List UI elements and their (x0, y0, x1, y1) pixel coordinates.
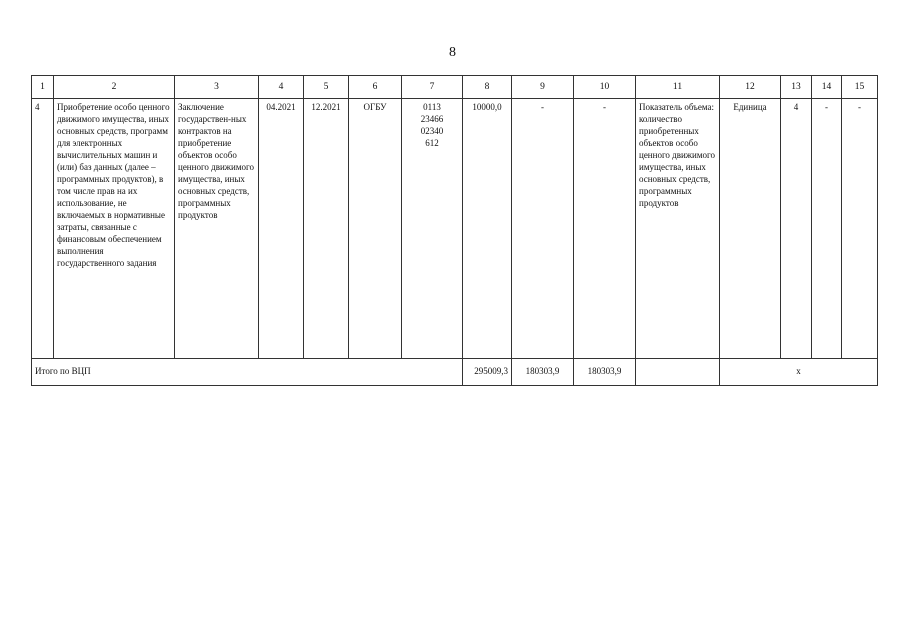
column-number: 2 (54, 76, 175, 99)
table-row (32, 99, 878, 359)
column-number: 5 (304, 76, 349, 99)
value-cell-10: - (574, 99, 636, 359)
page-number: 8 (449, 45, 456, 60)
total-mark: х (720, 359, 878, 386)
column-number: 15 (842, 76, 878, 99)
budget-code-cell (402, 99, 463, 359)
program-activities-table (31, 75, 878, 386)
column-number: 8 (463, 76, 512, 99)
executor-cell: ОГБУ (349, 99, 402, 359)
value-cell-9: - (512, 99, 574, 359)
unit-cell: Единица (720, 99, 781, 359)
column-number: 10 (574, 76, 636, 99)
column-number: 11 (636, 76, 720, 99)
budget-code-text: 0113 23466 02340 612 (420, 102, 444, 148)
column-number: 6 (349, 76, 402, 99)
value-cell-14: - (812, 99, 842, 359)
amount-cell: 10000,0 (463, 99, 512, 359)
total-amount-9: 180303,9 (512, 359, 574, 386)
column-number: 13 (781, 76, 812, 99)
column-number: 14 (812, 76, 842, 99)
column-number: 7 (402, 76, 463, 99)
column-number: 3 (175, 76, 259, 99)
indicator-name-cell: Показатель объема: количество приобретенных объектов особо ценного движимого имущества, иных основных средств, программных продуктов (636, 99, 720, 359)
activity-name-cell: Приобретение особо ценного движимого имущества, иных основных средств, программ для электронных вычислительных машин и (или) баз данных (далее – программных продуктов), в том числе прав на их использование, не включаемых в нормативные затраты, связанные с финансовым обеспечением выполнения государственного задания (54, 99, 175, 359)
total-row (32, 359, 878, 386)
column-number: 1 (32, 76, 54, 99)
column-number: 9 (512, 76, 574, 99)
value-cell-13: 4 (781, 99, 812, 359)
total-label: Итого по ВЦП (32, 359, 463, 386)
end-date-cell: 12.2021 (304, 99, 349, 359)
activity-description-cell: Заключение государствен-ных контрактов на приобретение объектов особо ценного движимого имущества, иных основных средств, программных продуктов (175, 99, 259, 359)
row-number-cell: 4 (32, 99, 54, 359)
start-date-cell: 04.2021 (259, 99, 304, 359)
value-cell-15: - (842, 99, 878, 359)
total-empty-cell (636, 359, 720, 386)
column-number: 12 (720, 76, 781, 99)
column-number-row (32, 76, 878, 99)
column-number: 4 (259, 76, 304, 99)
total-amount-10: 180303,9 (574, 359, 636, 386)
total-amount-8: 295009,3 (463, 359, 512, 386)
